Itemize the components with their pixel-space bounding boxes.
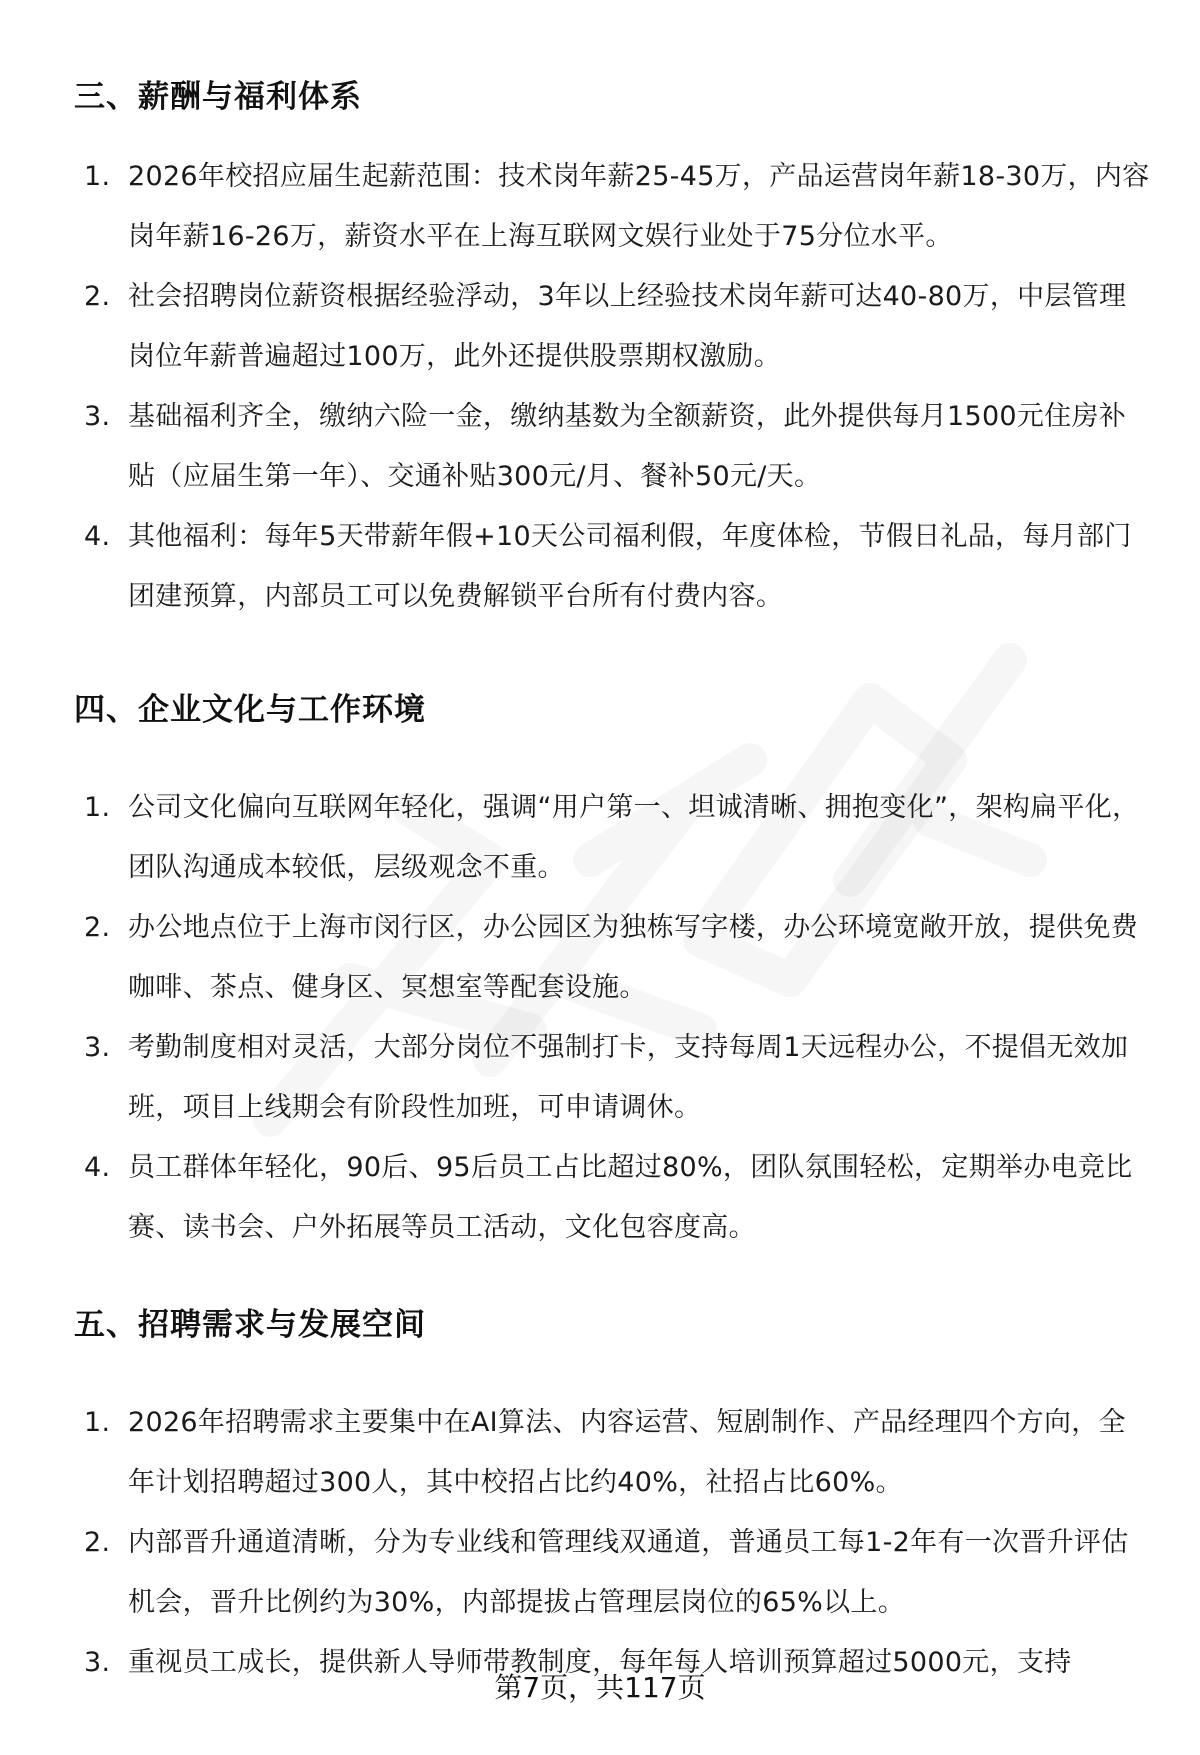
list-item-text: 社会招聘岗位薪资根据经验浮动，3年以上经验技术岗年薪可达40-80万，中层管理岗位年薪普遍超过100万，此外还提供股票期权激励。 [128,281,1127,372]
list-item [0,1513,1200,1633]
section-title-recruitment: 五、招聘需求与发展空间 [74,1307,426,1343]
list-item [0,778,1200,898]
list-number: 3. [84,1647,111,1678]
section-title-culture: 四、企业文化与工作环境 [74,692,426,728]
list-number: 3. [84,401,111,432]
list-number: 2. [84,1527,111,1558]
list-item-text: 办公地点位于上海市闵行区，办公园区为独栋写字楼，办公环境宽敞开放，提供免费咖啡、茶点、健身区、冥想室等配套设施。 [128,912,1139,1003]
compensation-list [0,147,1200,627]
list-number: 4. [84,1152,111,1183]
list-item-text: 其他福利：每年5天带薪年假+10天公司福利假，年度体检，节假日礼品，每月部门团建预算，内部员工可以免费解锁平台所有付费内容。 [128,521,1132,612]
list-number: 4. [84,521,111,552]
list-item [0,1393,1200,1513]
list-number: 2. [84,912,111,943]
list-item-text: 内部晋升通道清晰，分为专业线和管理线双通道，普通员工每1-2年有一次晋升评估机会，晋升比例约为30%，内部提拔占管理层岗位的65%以上。 [128,1527,1129,1618]
culture-list [0,778,1200,1258]
list-item [0,1018,1200,1138]
list-item-text: 考勤制度相对灵活，大部分岗位不强制打卡，支持每周1天远程办公，不提倡无效加班，项目上线期会有阶段性加班，可申请调休。 [128,1032,1129,1123]
list-number: 2. [84,281,111,312]
list-item-text: 公司文化偏向互联网年轻化，强调“用户第一、坦诚清晰、拥抱变化”，架构扁平化，团队沟通成本较低，层级观念不重。 [128,792,1140,883]
page-footer: 第7页，共117页 [494,1671,706,1704]
list-item [0,267,1200,387]
list-item [0,1138,1200,1258]
list-item [0,147,1200,267]
section-title-compensation: 三、薪酬与福利体系 [74,79,362,115]
list-number: 1. [84,1407,111,1438]
list-item-text: 2026年招聘需求主要集中在AI算法、内容运营、短剧制作、产品经理四个方向，全年计划招聘超过300人，其中校招占比约40%，社招占比60%。 [128,1407,1126,1498]
recruitment-list [0,1393,1200,1693]
list-item [0,898,1200,1018]
list-number: 1. [84,161,111,192]
list-number: 1. [84,792,111,823]
list-item-text: 重视员工成长，提供新人导师带教制度，每年每人培训预算超过5000元，支持 [128,1647,1072,1678]
list-number: 3. [84,1032,111,1063]
list-item-text: 员工群体年轻化，90后、95后员工占比超过80%，团队氛围轻松，定期举办电竞比赛、读书会、户外拓展等员工活动，文化包容度高。 [128,1152,1133,1243]
list-item-text: 2026年校招应届生起薪范围：技术岗年薪25-45万，产品运营岗年薪18-30万，内容岗年薪16-26万，薪资水平在上海互联网文娱行业处于75分位水平。 [128,161,1150,252]
list-item [0,507,1200,627]
list-item [0,387,1200,507]
list-item-text: 基础福利齐全，缴纳六险一金，缴纳基数为全额薪资，此外提供每月1500元住房补贴（应届生第一年）、交通补贴300元/月、餐补50元/天。 [128,401,1127,492]
